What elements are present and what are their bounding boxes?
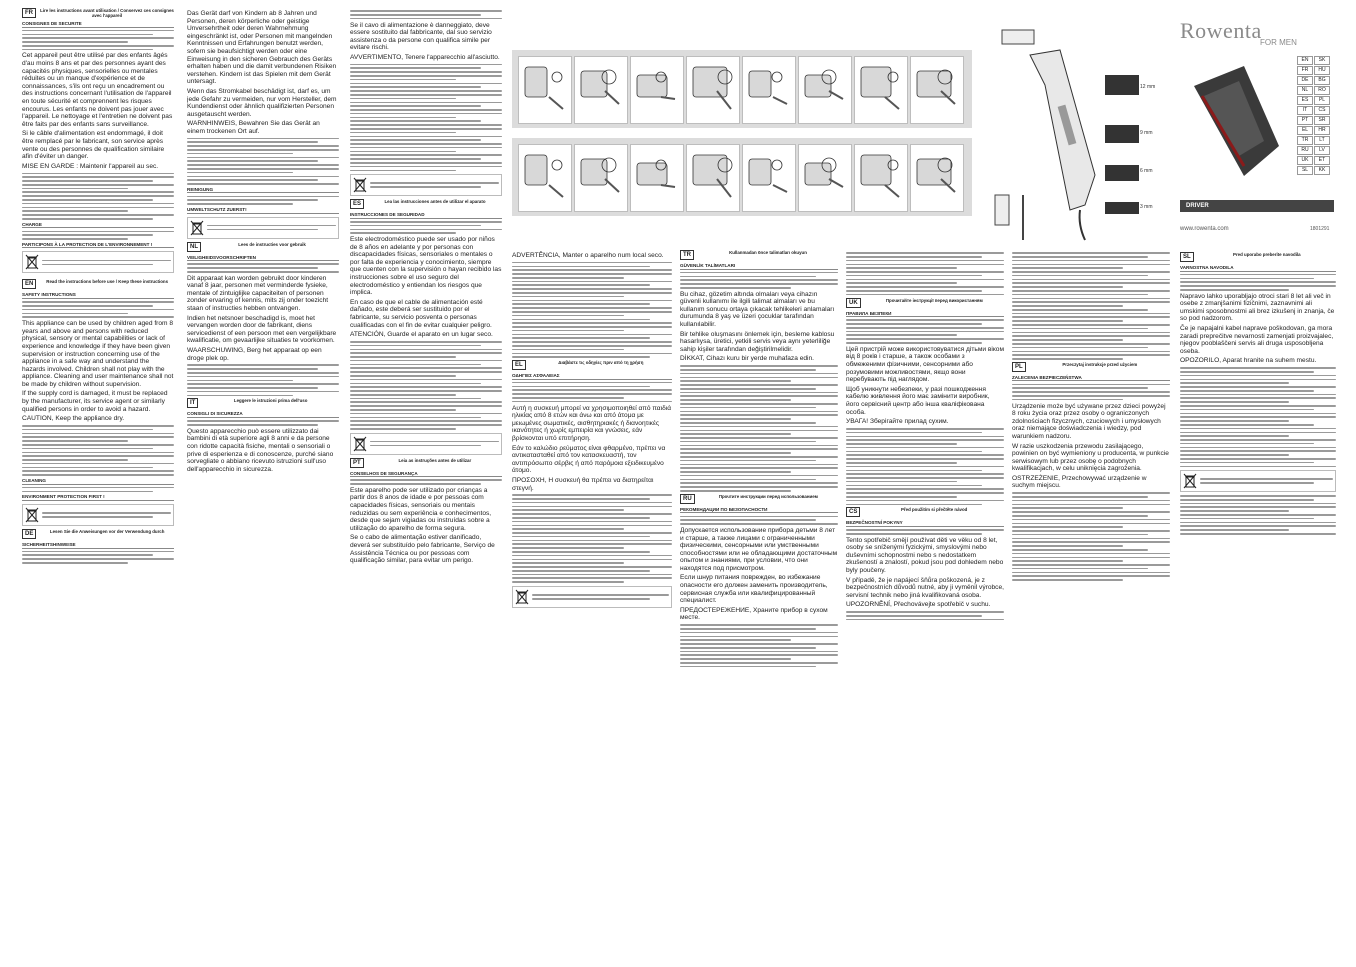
pt-p3: ADVERTÊNCIA, Manter o aparelho num local seco. — [512, 252, 664, 259]
lang-index-item: KK — [1314, 166, 1330, 175]
step-illustration-icon — [631, 57, 683, 123]
lang-tag-el: EL — [512, 360, 526, 370]
sl-p3: OPOZORILO, Aparat hranite na suhem mestu. — [1180, 357, 1317, 365]
fr-p1: Cet appareil peut être utilisé par des enfants âgés d'au moins 8 ans et par des personnes ayant des capacités physiques, sensorielles ou mentales réduites ou un manque d'expérience et de connaissances, s'ils ont reçu un encadrement ou des instructions concernant l'utilisation de l'appareil en toute sécurité et comprennent les risques encourus. Les enfants ne doivent pas jouer avec l'appareil. Le nettoyage et l'entretien ne doivent pas être faits par des enfants sans surveillance. — [22, 52, 173, 128]
de-p2: Wenn das Stromkabel beschädigt ist, darf es, um jede Gefahr zu vermeiden, nur vom Hersteller, dem Kundendienst oder ähnlich qualifizierten Personen ausgetauscht werden. — [187, 87, 337, 118]
en-p2: If the supply cord is damaged, it must be replaced by the manufacturer, its service agent or similarly qualified persons in order to avoid a hazard. — [22, 390, 168, 413]
lang-tag-tr: TR — [680, 250, 694, 260]
it-p1: Questo apparecchio può essere utilizzato dai bambini di età superiore agli 8 anni e da persone con ridotte capacità fisiche, mentali o sensoriali o prive di esperienza e di conoscenze, purché siano sorvegliate o abbiano ricevuto istruzioni sull'uso dell'apparecchio in sicurezza. — [187, 427, 334, 473]
step-illustration — [686, 144, 740, 212]
step-illustration — [854, 56, 908, 124]
title-pl: ZALECENIA BEZPIECZEŃSTWA — [1012, 375, 1170, 382]
title-ru: РЕКОМЕНДАЦИИ ПО БЕЗОПАСНОСТИ — [680, 507, 838, 514]
uk-p3: УВАГА! Зберігайте прилад сухим. — [846, 418, 949, 426]
lang-index-item: SK — [1314, 56, 1330, 65]
step-illustration — [742, 144, 796, 212]
product-name-bar: DRIVER — [1180, 200, 1334, 212]
step-illustration — [630, 144, 684, 212]
title-pt: CONSELHOS DE SEGURANÇA — [350, 471, 502, 478]
tr-p2: Bir tehlike oluşmasını önlemek için, besleme kablosu hasarlıysa, üretici, yetkili servis veya aynı yeterliliğe sahip kişiler tarafından değiştirilmelidir. — [680, 330, 835, 353]
lang-tag-it: IT — [187, 398, 198, 408]
pl-p1: Urządzenie może być używane przez dzieci powyżej 8 roku życia oraz przez osoby o ograniczonych zdolnościach fizycznych, czuciowych i umysłowych oraz niemające doświadczenia i wiedzy, pod warunkiem nadzoru. — [1012, 402, 1166, 440]
comb-12mm-icon — [1105, 75, 1139, 95]
step-illustration — [854, 144, 908, 212]
step-illustration — [742, 56, 796, 124]
clipper-body-icon — [1030, 50, 1095, 210]
step-illustration-icon — [575, 57, 627, 123]
step-illustration — [574, 144, 628, 212]
title-el: ΟΔΗΓΙΕΣ ΑΣΦΑΛΕΙΑΣ — [512, 373, 672, 380]
crossed-bin-icon — [25, 507, 39, 523]
lang-index-item: TR — [1297, 136, 1313, 145]
ru-p3: ПРЕДОСТЕРЕЖЕНИЕ, Храните прибор в сухом месте. — [680, 606, 828, 622]
uk-p1: Цей пристрій може використовуватися дітьми віком від 8 років і старше, а також особами з обмеженими фізичними, сенсорними або розумовими можливостями, якщо вони перебувають під наглядом. — [846, 345, 1004, 384]
title-nl: VEILIGHEIDSVOORSCHRIFTEN — [187, 255, 339, 262]
comb-size-9: 9 mm — [1140, 130, 1153, 136]
header-en: Read the instructions before use / Keep these instructions — [46, 279, 169, 285]
step-illustration — [518, 144, 572, 212]
comb-9mm-icon — [1105, 125, 1139, 143]
crossed-bin-icon — [353, 436, 367, 452]
section-en — [22, 279, 174, 563]
header-nl: Lees de instructies voor gebruik — [238, 241, 306, 247]
language-index — [1297, 56, 1329, 175]
lang-index-item: NL — [1297, 86, 1313, 95]
el-p3: ΠΡΟΣΟΧΗ, Η συσκευή θα πρέπει να διατηρείται στεγνή. — [512, 476, 654, 492]
pt-p2: Se o cabo de alimentação estiver danificado, deverá ser substituído pelo fabricante, Serviço de Assistência Técnica ou por pessoas com qualificação similar, para evitar um perigo. — [350, 534, 495, 565]
step-illustration — [798, 56, 852, 124]
recycle-notice-de — [187, 217, 339, 239]
lang-tag-cs: CS — [846, 507, 860, 517]
step-illustration — [910, 144, 964, 212]
lang-tag-uk: UK — [846, 298, 861, 308]
brand-logo: Rowenta — [1180, 18, 1262, 43]
step-illustration-icon — [687, 57, 739, 123]
lang-index-item: LT — [1314, 136, 1330, 145]
step-illustration — [910, 56, 964, 124]
header-pl: Przeczytaj instrukcje przed użyciem — [1062, 361, 1138, 367]
title-sl: VARNOSTNA NAVODILA — [1180, 265, 1336, 272]
step-illustration — [798, 144, 852, 212]
lang-index-item: PL — [1314, 96, 1330, 105]
pl-p3: OSTRZEŻENIE, Przechowywać urządzenie w suchym miejscu. — [1012, 474, 1147, 490]
lang-index-item: HU — [1314, 66, 1330, 75]
es-p1: Este electrodoméstico puede ser usado por niños de 8 años en adelante y por personas con discapacidades físicas, sensoriales o mentales o por falta de experiencia y conocimiento, siempre que cuenten con la supervisión o hayan recibido las instrucciones sobre el uso seguro del electrodoméstico y entiendan los riesgos que implica. — [350, 236, 502, 297]
step-illustration-icon — [743, 145, 795, 211]
recycle-notice-sl — [1180, 470, 1336, 492]
ru-p2: Если шнур питания поврежден, во избежание опасности его должен заменить производитель, сервисная служба или квалифицированный специалист. — [680, 574, 828, 605]
oil-bottle-icon — [995, 195, 1009, 225]
crossed-bin-icon — [1183, 473, 1197, 489]
step-illustration-icon — [631, 145, 683, 211]
step-illustration — [686, 56, 740, 124]
step-illustration — [630, 56, 684, 124]
step-illustration-icon — [519, 145, 571, 211]
ru-p1: Допускается использование прибора детьми 8 лет и старше, а также лицами с ограниченными физическими, сенсорными или умственными способностями или не обладающими достаточным опытом и знаниями, при условии, что они находятся под присмотром. — [680, 526, 838, 572]
lang-index-item: HR — [1314, 126, 1330, 135]
lang-tag-nl: NL — [187, 242, 201, 252]
tr-p3: DİKKAT, Cihazı kuru bir yerde muhafaza edin. — [680, 355, 815, 363]
header-ru: Прочтите инструкции перед использованием — [718, 493, 818, 499]
nl-p1: Dit apparaat kan worden gebruikt door kinderen vanaf 8 jaar, personen met verminderde fysieke, mentale of zintuiglijke capaciteiten of personen zonder ervaring of kennis, mits zij onder toezicht staan of instructies hebben ontvangen. — [187, 274, 329, 313]
product-photo — [1184, 56, 1289, 186]
column-4 — [512, 250, 672, 962]
sl-p2: Če je napajalni kabel naprave poškodovan, ga mora zaradi preprečitve nevarnosti zamenjati proizvajalec, njegov pooblaščeni servis ali druga usposobljena oseba. — [1180, 325, 1334, 355]
comb-size-3: 3 mm — [1140, 204, 1153, 210]
lang-index-item: UK — [1297, 156, 1313, 165]
lang-index-item: IT — [1297, 106, 1313, 115]
comb-3mm-icon — [1105, 202, 1139, 214]
es-p2: En caso de que el cable de alimentación esté dañado, este deberá ser sustituido por el fabricante, su servicio posventa o personas cualificadas con el fin de evitar cualquier peligro. — [350, 298, 492, 329]
step-illustration-icon — [911, 57, 963, 123]
lang-tag-de: DE — [22, 529, 36, 539]
lang-index-item: EL — [1297, 126, 1313, 135]
title-de: SICHERHEITSHINWEISE — [22, 542, 174, 549]
cs-p3: UPOZORNĚNÍ, Přechovávejte spotřebič v suchu. — [846, 601, 991, 609]
sl-p1: Napravo lahko uporabljajo otroci stari 8 let ali več in osebe z zmanjšanimi fizičnimi, zaznavnimi ali umskimi sposobnostmi ali brez izkušenj in znanja, če so pod nadzorom. — [1180, 292, 1335, 323]
crossed-bin-icon — [353, 177, 367, 193]
column-8 — [1180, 252, 1336, 962]
step-illustration — [518, 56, 572, 124]
header-cs: Před použitím si přečtěte návod — [900, 507, 968, 513]
de-p3: WARNHINWEIS, Bewahren Sie das Gerät an einem trockenen Ort auf. — [187, 120, 320, 135]
crossed-bin-icon — [515, 589, 529, 605]
product-code: 1801291 — [1310, 226, 1330, 232]
step-illustration-icon — [575, 145, 627, 211]
header-fr: Lire les instructions avant utilisation / Conservez ces consignes avec l'appareil — [40, 8, 174, 18]
step-illustration — [574, 56, 628, 124]
lang-index-item: EN — [1297, 56, 1313, 65]
lang-tag-en: EN — [22, 279, 36, 289]
title-it: CONSIGLI DI SICUREZZA — [187, 411, 339, 418]
tr-p1: Bu cihaz, gözetim altında olmaları veya cihazın güvenli kullanımı ile ilgili talimat almaları ve bu kullanım sonucu ortaya çıkacak tehlikeleri anlamaları durumunda 8 yaş ve üzeri çocuklar tarafından kullanılabilir. — [680, 290, 835, 329]
step-illustration-icon — [855, 145, 907, 211]
header-uk: Прочитайте інструкції перед використанням — [885, 297, 983, 303]
lang-index-item: ET — [1314, 156, 1330, 165]
uk-p2: Щоб уникнути небезпеки, у разі пошкодження кабелю живлення його має замінити виробник, його сервісний центр або інша кваліфікована особа. — [846, 385, 990, 416]
lang-tag-ru: RU — [680, 494, 695, 504]
step-illustration-icon — [743, 57, 795, 123]
cs-p1: Tento spotřebič smějí používat děti ve věku od 8 let, osoby se sníženými fyzickými, smyslovými nebo duševními schopnostmi nebo s nedostatkem zkušeností a znalostí, pokud jsou pod dohledem nebo byly poučeny. — [846, 536, 1004, 575]
en-p3: CAUTION, Keep the appliance dry. — [22, 415, 125, 423]
title-fr: CONSIGNES DE SECURITE — [22, 21, 174, 28]
column-3 — [350, 8, 502, 960]
fr-sub-1: CHARGE — [22, 222, 174, 229]
lang-index-item: CS — [1314, 106, 1330, 115]
title-cs: BEZPEČNOSTNÍ POKYNY — [846, 520, 1004, 527]
header-de: Lesen Sie die Anweisungen vor der Verwendung durch — [49, 528, 165, 534]
step-illustration-icon — [855, 57, 907, 123]
step-illustration-icon — [687, 145, 739, 211]
recycle-notice-el — [512, 586, 672, 608]
section-fr — [22, 8, 174, 273]
step-illustration-icon — [519, 57, 571, 123]
header-el: Διαβάστε τις οδηγίες πριν από τη χρήση — [558, 360, 644, 366]
pl-p2: W razie uszkodzenia przewodu zasilającego, powinien on być wymieniony u producenta, w punkcie serwisowym lub przez osobę o podobnych kwalifikacjach, w celu uniknięcia zagrożenia. — [1012, 442, 1169, 473]
nl-p3: WAARSCHUWING, Berg het apparaat op een droge plek op. — [187, 347, 322, 362]
lang-tag-fr: FR — [22, 8, 36, 18]
nl-p2: Indien het netsnoer beschadigd is, moet het vervangen worden door de fabrikant, diens servicedienst of een persoon met een vergelijkbare kwalificatie, om gevaarlijke situaties te voorkomen. — [187, 314, 337, 345]
lang-tag-sl: SL — [1180, 252, 1194, 262]
title-es: INSTRUCCIONES DE SEGURIDAD — [350, 212, 502, 219]
title-en: SAFETY INSTRUCTIONS — [22, 292, 174, 299]
brand-sub: FOR MEN — [1260, 38, 1297, 47]
blade-icon — [1002, 30, 1034, 44]
header-pt: Leia as instruções antes de utilizar — [398, 457, 472, 463]
header-it: Leggere le istruzioni prima dell'uso — [233, 398, 308, 404]
de-sub-1: REINIGUNG — [187, 187, 339, 194]
website: www.rowenta.com — [1180, 226, 1229, 232]
el-p2: Εάν το καλώδιο ρεύματος είναι φθαρμένο, πρέπει να αντικατασταθεί από τον κατασκευαστή, τον αντιπρόσωπο σέρβις ή από παρόμοια εξειδικευμένο άτομο. — [512, 444, 666, 475]
power-cord-icon — [1080, 210, 1085, 240]
column-5 — [680, 250, 838, 962]
en-p1: This appliance can be used by children aged from 8 years and above and persons with reduced physical, sensory or mental capabilities or lack of experience and knowledge if they have been given supervision or instruction concerning use of the appliance in a safe way and understand the hazards involved. Children shall not play with the appliance. Cleaning and user maintenance shall not be made by children without supervision. — [22, 320, 174, 388]
column-6 — [846, 250, 1004, 962]
fr-p2: Si le câble d'alimentation est endommagé, il doit être remplacé par le fabricant, son service après vente ou des personnes de qualification similaire afin d'éviter un danger. — [22, 130, 165, 161]
lang-index-item: FR — [1297, 66, 1313, 75]
crossed-bin-icon — [25, 254, 39, 270]
column-1 — [22, 8, 174, 960]
recycle-notice-fr — [22, 251, 174, 273]
step-illustration-icon — [799, 145, 851, 211]
it-p3: AVVERTIMENTO, Tenere l'apparecchio all'asciutto. — [350, 53, 500, 61]
lang-index-item: SL — [1297, 166, 1313, 175]
it-p2: Se il cavo di alimentazione è danneggiato, deve essere sostituito dal fabbricante, dal suo servizio assistenza o da persone con qualifica simile per evitare rischi. — [350, 21, 492, 52]
en-sub-2: ENVIRONMENT PROTECTION FIRST ! — [22, 494, 174, 501]
fr-p3: MISE EN GARDE : Maintenir l'appareil au sec. — [22, 162, 159, 170]
lang-tag-es: ES — [350, 199, 364, 209]
de-sub-2: UMWELTSCHUTZ ZUERST! — [187, 207, 339, 214]
recycle-notice-es — [350, 433, 502, 455]
column-2 — [187, 8, 339, 960]
comb-size-12: 12 mm — [1140, 84, 1156, 90]
en-sub-1: CLEANING — [22, 478, 174, 485]
lang-tag-pl: PL — [1012, 362, 1026, 372]
de-p1: Das Gerät darf von Kindern ab 8 Jahren und Personen, deren körperliche oder geistige Unversehrtheit oder deren Wahrnehmung eingeschränkt ist, oder Personen mit mangelnden Kenntnissen und Erfahrungen benutzt werden, sofern sie beaufsichtigt werden oder eine Einweisung in den sicheren Gebrauch des Geräts erhalten haben und die damit verbundenen Risiken verstehen. Kindern ist das Spielen mit dem Gerät untersagt. — [187, 10, 337, 86]
lang-index-item: PT — [1297, 116, 1313, 125]
es-p3: ATENCIÓN, Guarde el aparato en un lugar seco. — [350, 331, 493, 339]
lang-index-item: BG — [1314, 76, 1330, 85]
lang-index-item: ES — [1297, 96, 1313, 105]
lang-index-item: RU — [1297, 146, 1313, 155]
lang-index-item: RO — [1314, 86, 1330, 95]
crossed-bin-icon — [190, 220, 204, 236]
step-illustration-icon — [799, 57, 851, 123]
el-p1: Αυτή η συσκευή μπορεί να χρησιμοποιηθεί από παιδιά ηλικίας από 8 ετών και άνω και από άτομα με μειωμένες σωματικές, αισθητηριακές ή διανοητικές ικανότητες ή χωρίς εμπειρία και γνώσεις, εάν βρίσκονται υπό επιτήρηση. — [512, 404, 672, 442]
lang-index-item: DE — [1297, 76, 1313, 85]
header-tr: Kullanmadan önce talimatları okuyun — [729, 250, 807, 255]
recycle-notice-en — [22, 504, 174, 526]
column-7 — [1012, 250, 1170, 962]
lang-tag-pt: PT — [350, 458, 364, 468]
step-illustration-icon — [911, 145, 963, 211]
header-es: Lea las instrucciones antes de utilizar el aparato — [384, 199, 486, 205]
lang-index-item: SR — [1314, 116, 1330, 125]
cs-p2: V případě, že je napájecí šňůra poškozená, je z bezpečnostních důvodů nutné, aby ji vyměnil výrobce, servisní technik nebo jiná kvalifikovaná osoba. — [846, 576, 1004, 599]
comb-6mm-icon — [1105, 165, 1139, 181]
header-sl: Pred uporabo preberite navodila — [1233, 252, 1301, 257]
title-uk: ПРАВИЛА БЕЗПЕКИ — [846, 311, 1004, 318]
fr-sub-2: PARTICIPONS À LA PROTECTION DE L'ENVIRONNEMENT ! — [22, 242, 174, 249]
comb-size-6: 6 mm — [1140, 168, 1153, 174]
lang-index-item: LV — [1314, 146, 1330, 155]
title-tr: GÜVENLİK TALİMATLARI — [680, 263, 838, 270]
pt-p1: Este aparelho pode ser utilizado por crianças a partir dos 8 anos de idade e por pessoas com capacidades físicas, sensoriais ou mentais reduzidas ou sem experiência e conhecimentos, desde que sejam vigiadas ou instruídas sobre a utilização do aparelho de forma segura. — [350, 486, 492, 532]
recycle-notice-it — [350, 174, 502, 196]
